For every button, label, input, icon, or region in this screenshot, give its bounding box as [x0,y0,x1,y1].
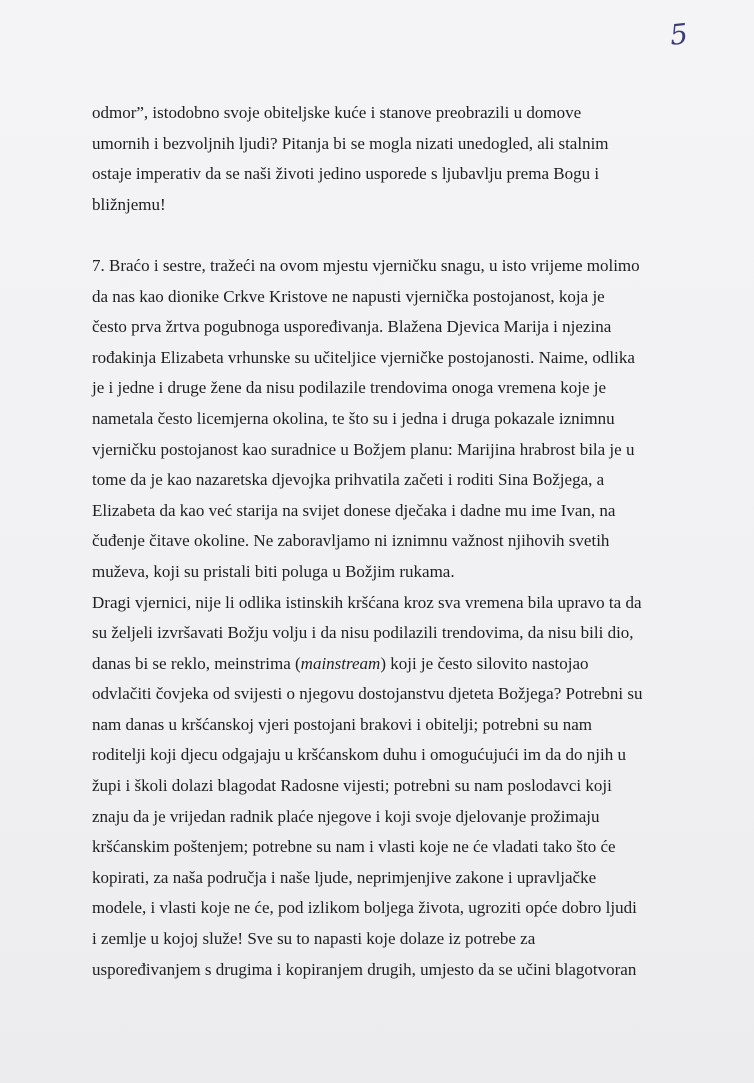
paragraph-3 [92,588,672,986]
text-line: kršćanskim poštenjem; potrebne su nam i vlasti koje ne će vladati tako što će [92,837,616,857]
text-line: znaju da je vrijedan radnik plaće njegove i koji svoje djelovanje prožimaju [92,806,600,826]
text-line: župi i školi dolazi blagodat Radosne vijesti; potrebni su nam poslodavci koji [92,776,612,796]
italic-term: mainstream [300,653,381,673]
text-line: i zemlje u kojoj služe! Sve su to napasti koje dolaze iz potrebe za [92,929,536,949]
text-line: Dragi vjernici, nije li odlika istinskih kršćana kroz sva vremena bila upravo ta da [92,592,642,612]
text-line: ostaje imperativ da se naši životi jedino usporede s ljubavlju prema Bogu i [92,164,600,184]
page-number: 5 [668,17,690,52]
paragraph-2 [92,251,672,588]
paragraph-1 [92,98,672,220]
text-line: kopirati, za naša područja i naše ljude, neprimjenjive zakone i upravljačke [92,867,597,887]
text-line: muževa, koji su pristali biti poluga u Božjim rukama. [92,561,455,581]
text-segment: danas bi se reklo, meinstrima ( [92,653,301,673]
text-line: odmor”, istodobno svoje obiteljske kuće i stanove preobrazili u domove [92,103,582,122]
text-line: često prva žrtva pogubnoga uspoređivanja. Blažena Djevica Marija i njezina [92,317,612,337]
text-line: uspoređivanjem s drugima i kopiranjem drugih, umjesto da se učini blagotvoran [92,959,637,979]
text-line: 7. Braćo i sestre, tražeći na ovom mjestu vjerničku snagu, u isto vrijeme molimo [92,255,640,275]
text-line-mainstream [92,649,672,680]
text-line: je i jedne i druge žene da nisu podilazile trendovima onoga vremena koje je [92,378,607,398]
text-line: umornih i bezvoljnih ljudi? Pitanja bi se mogla nizati unedogled, ali stalnim [92,133,609,153]
text-line: da nas kao dionike Crkve Kristove ne napusti vjernička postojanost, koja je [92,286,605,306]
document-body [92,98,672,985]
paragraph-gap [92,220,672,251]
text-line: modele, i vlasti koje ne će, pod izlikom boljega života, ugroziti opće dobro ljudi [92,898,637,918]
text-line: čuđenje čitave okoline. Ne zaboravljamo ni iznimnu važnost njihovih svetih [92,531,610,551]
text-line: nam danas u kršćanskoj vjeri postojani brakovi i obitelji; potrebni su nam [92,714,592,734]
text-line: nametala često licemjerna okolina, te što su i jedna i druga pokazale iznimnu [92,408,615,428]
text-line: odvlačiti čovjeka od svijesti o njegovu dostojanstvu djeteta Božjega? Potrebni su [92,684,643,704]
text-line: vjerničku postojanost kao suradnice u Božjem planu: Marijina hrabrost bila je u [92,439,635,459]
text-line: bližnjemu! [92,194,166,214]
text-line: su željeli izvršavati Božju volju i da nisu podilazili trendovima, da nisu bili dio, [92,623,634,643]
text-segment: ) koji je često silovito nastojao [380,653,589,673]
text-line: tome da je kao nazaretska djevojka prihvatila začeti i roditi Sina Božjega, a [92,470,605,490]
text-line: Elizabeta da kao već starija na svijet donese dječaka i dadne mu ime Ivan, na [92,500,616,520]
text-line: rođakinja Elizabeta vrhunske su učiteljice vjerničke postojanosti. Naime, odlika [92,347,635,367]
text-line: roditelji koji djecu odgajaju u kršćanskom duhu i omogućujući im da do njih u [92,745,626,765]
